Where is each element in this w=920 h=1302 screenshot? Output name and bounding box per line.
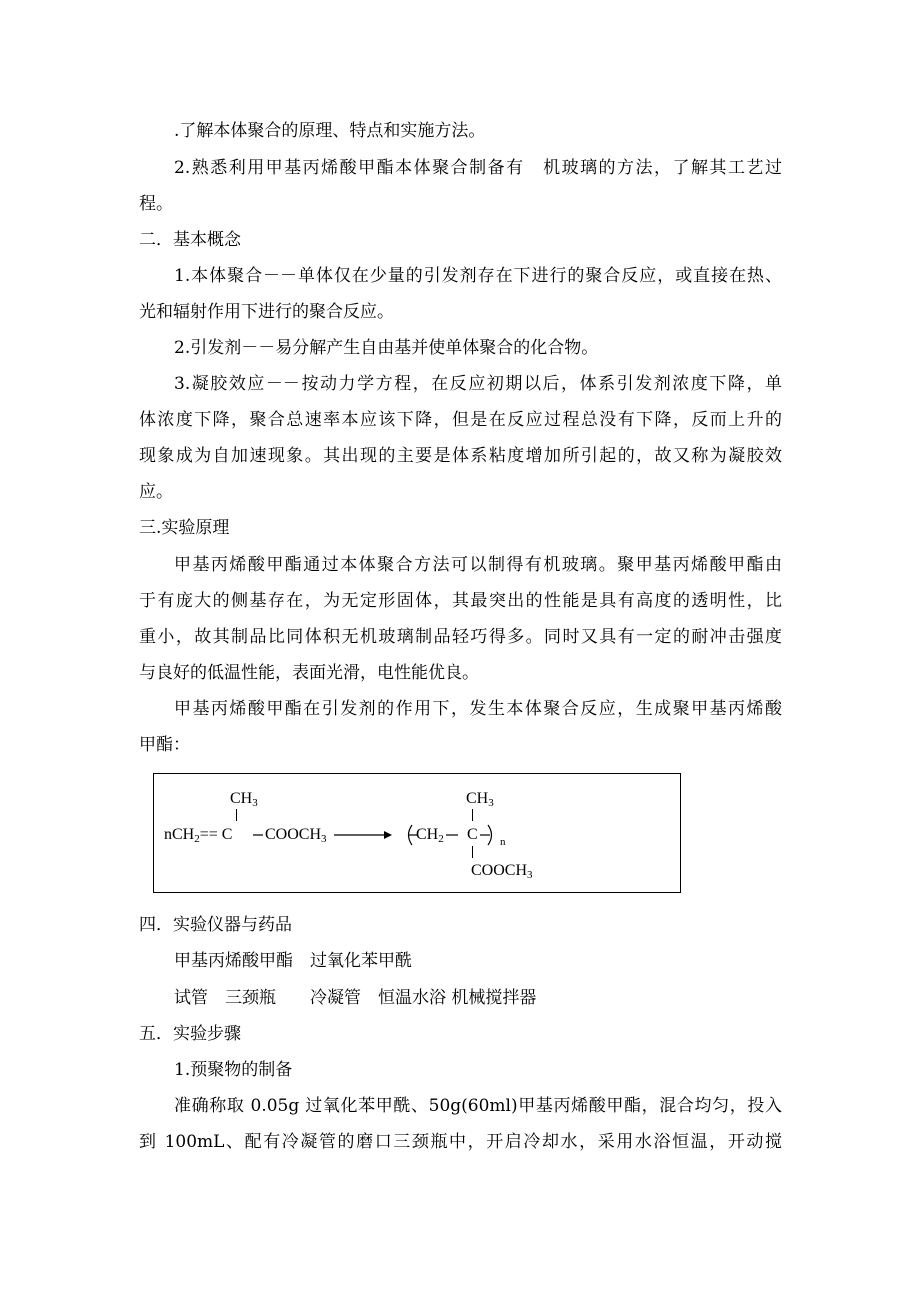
polymer-chain-bond — [444, 826, 464, 846]
polymer-ester-group — [471, 862, 533, 880]
monomer-bond-line — [236, 809, 237, 821]
objective-2-line2: 程。 — [139, 194, 173, 214]
principle-p2-line1: 甲基丙烯酸甲酯在引发剂的作用下，发生本体聚合反应，生成聚甲基丙烯酸 — [174, 699, 782, 719]
section-heading-steps: 五．实验步骤 — [139, 1024, 241, 1044]
concept-3-line4: 应。 — [139, 482, 173, 502]
polymer-methyl-label: CH — [466, 790, 489, 807]
monomer-ester-group — [265, 826, 327, 844]
reaction-arrow-icon — [334, 826, 394, 846]
monomer-methyl-label: CH — [230, 790, 253, 807]
materials-apparatus: 试管 三颈瓶 冷凝管 恒温水浴 机械搅拌器 — [174, 988, 537, 1008]
monomer-formula — [164, 826, 232, 844]
monomer-methyl-group — [230, 790, 258, 808]
concept-1-line1: 1.本体聚合－－单体仅在少量的引发剂存在下进行的聚合反应，或直接在热、 — [174, 266, 782, 286]
concept-3-line2: 体浓度下降，聚合总速率本应该下降，但是在反应过程总没有下降，反而上升的 — [139, 410, 782, 430]
polymer-center-carbon: C — [467, 826, 478, 843]
monomer-ester-sub: 3 — [321, 833, 327, 845]
polymer-ch2-label: CH — [416, 826, 439, 843]
section-heading-principle: 三.实验原理 — [139, 518, 230, 538]
polymer-ch2-unit — [416, 826, 444, 844]
monomer-ester-label: COOCH — [265, 826, 322, 843]
polymer-repeat-n: n — [500, 836, 506, 848]
polymer-methyl-group — [466, 790, 494, 808]
polymer-top-bond — [472, 809, 473, 821]
polymer-bottom-bond — [472, 846, 473, 858]
monomer-methyl-sub: 3 — [252, 797, 258, 809]
polymer-ester-label: COOCH — [471, 862, 528, 879]
step-1-line1: 准确称取 0.05g 过氧化苯甲酰、50g(60ml)甲基丙烯酸甲酯，混合均匀，投入 — [174, 1096, 782, 1116]
concept-3-line3: 现象成为自加速现象。其出现的主要是体系粘度增加所引起的，故又称为凝胶效 — [139, 446, 782, 466]
materials-reagents: 甲基丙烯酸甲酯 过氧化苯甲酰 — [174, 951, 412, 971]
step-1-title: 1.预聚物的制备 — [174, 1060, 293, 1080]
concept-3-line1: 3.凝胶效应－－按动力学方程，在反应初期以后，体系引发剂浓度下降，单 — [174, 374, 782, 394]
principle-p1-line1: 甲基丙烯酸甲酯通过本体聚合方法可以制得有机玻璃。聚甲基丙烯酸甲酯由 — [174, 555, 782, 575]
polymer-close-bracket — [478, 822, 502, 848]
polymer-methyl-sub: 3 — [488, 797, 494, 809]
objective-2-line1: 2.熟悉利用甲基丙烯酸甲酯本体聚合制备有 机玻璃的方法，了解其工艺过 — [174, 158, 782, 178]
section-heading-concepts: 二．基本概念 — [139, 230, 241, 250]
principle-p1-line3: 重小，故其制品比同体积无机玻璃制品轻巧得多。同时又具有一定的耐冲击强度 — [139, 627, 782, 647]
monomer-ch2-sub: 2 — [194, 833, 200, 845]
polymer-ch2-sub: 2 — [438, 833, 444, 845]
principle-p2-line2: 甲酯： — [139, 735, 190, 755]
concept-2: 2.引发剂－－易分解产生自由基并使单体聚合的化合物。 — [174, 338, 599, 358]
monomer-ch2-label: nCH — [164, 826, 195, 843]
step-1-line2: 到 100mL、配有冷凝管的磨口三颈瓶中，开启冷却水，采用水浴恒温，开动搅 — [139, 1132, 782, 1152]
section-heading-materials: 四．实验仪器与药品 — [139, 915, 292, 935]
objective-1: .了解本体聚合的原理、特点和实施方法。 — [174, 121, 486, 141]
polymer-ester-sub: 3 — [527, 869, 533, 881]
principle-p1-line4: 与良好的低温性能，表面光滑，电性能优良。 — [139, 663, 479, 683]
monomer-double-bond-c: == C — [199, 826, 233, 843]
concept-1-line2: 光和辐射作用下进行的聚合反应。 — [139, 302, 394, 322]
principle-p1-line2: 于有庞大的侧基存在，为无定形固体，其最突出的性能是具有高度的透明性，比 — [139, 591, 782, 611]
